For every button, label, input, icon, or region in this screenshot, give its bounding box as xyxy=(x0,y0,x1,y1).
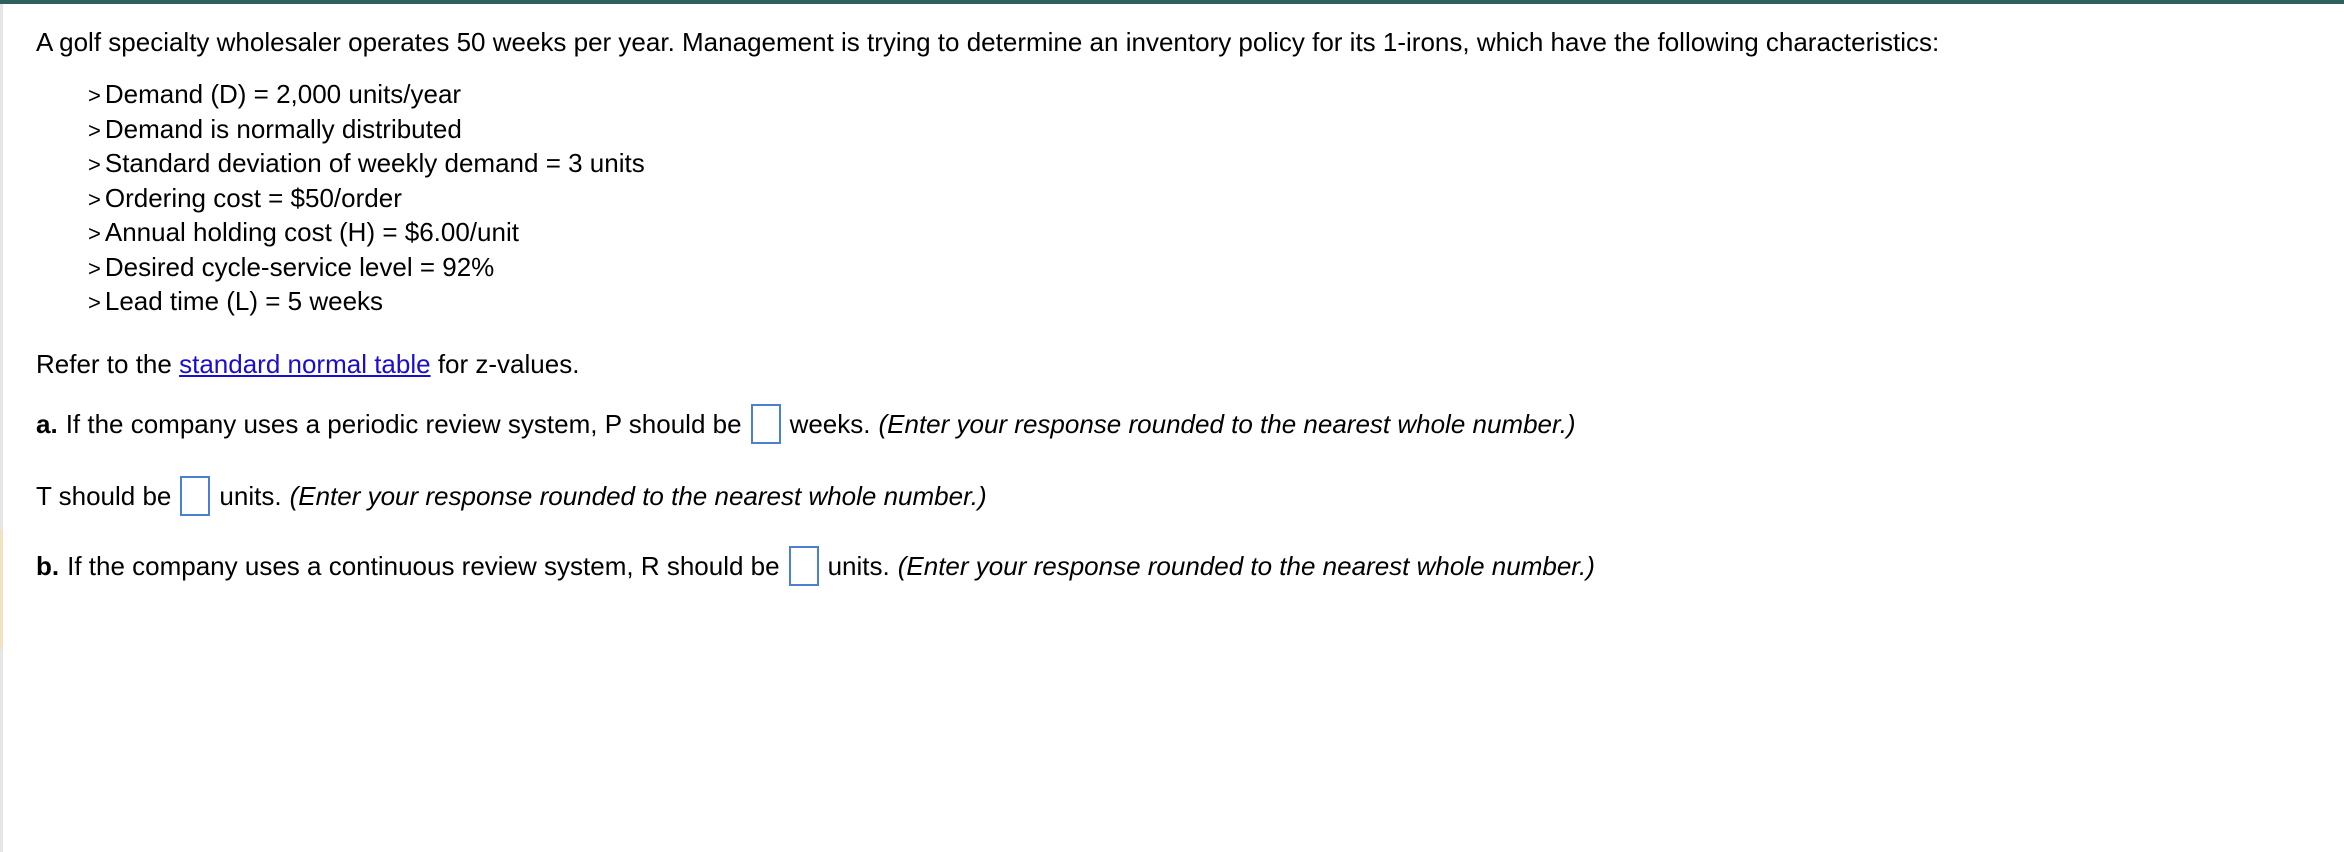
characteristic-demand: Demand (D) = 2,000 units/year xyxy=(104,79,462,109)
question-b-unit: units. xyxy=(827,550,890,581)
refer-suffix: for z-values. xyxy=(437,348,580,379)
question-t-text: T should be xyxy=(36,480,172,511)
question-b-hint: (Enter your response rounded to the nearest whole number.) xyxy=(897,550,1595,581)
question-t xyxy=(36,472,2326,520)
answer-t-input[interactable] xyxy=(180,476,210,516)
question-a-label: a. xyxy=(36,408,58,439)
question-t-unit: units. xyxy=(219,480,282,511)
left-accent-marker xyxy=(0,530,3,650)
list-item xyxy=(88,113,2326,148)
characteristic-distribution: Demand is normally distributed xyxy=(104,113,462,144)
characteristic-ordering-cost: Ordering cost = $50/order xyxy=(104,182,402,213)
characteristic-holding-cost: Annual holding cost (H) = $6.00/unit xyxy=(104,217,519,247)
question-a-unit: weeks. xyxy=(789,408,871,439)
list-item xyxy=(88,78,2326,113)
characteristic-lead-time: Lead time (L) = 5 weeks xyxy=(104,286,384,316)
characteristics-list xyxy=(88,78,2326,320)
question-b-text: If the company uses a continuous review system, R should be xyxy=(67,550,780,581)
bullet-chevron-icon: > xyxy=(88,152,101,177)
list-item xyxy=(88,285,2326,320)
answer-r-input[interactable] xyxy=(789,546,819,586)
question-b-label: b. xyxy=(36,550,60,581)
characteristic-service-level: Desired cycle-service level = 92% xyxy=(104,251,495,282)
answer-p-input[interactable] xyxy=(751,404,781,444)
list-item xyxy=(88,147,2326,182)
list-item xyxy=(88,216,2326,251)
bullet-chevron-icon: > xyxy=(88,290,101,315)
bullet-chevron-icon: > xyxy=(88,186,101,212)
question-a-hint: (Enter your response rounded to the nearest whole number.) xyxy=(878,408,1576,439)
question-a-text: If the company uses a periodic review system, P should be xyxy=(65,408,742,439)
list-item xyxy=(88,182,2326,217)
bullet-chevron-icon: > xyxy=(88,255,101,281)
question-content xyxy=(36,22,2326,590)
refer-note xyxy=(36,344,2326,384)
refer-prefix: Refer to the xyxy=(36,348,172,379)
bullet-chevron-icon: > xyxy=(88,117,101,143)
bullet-chevron-icon: > xyxy=(88,83,101,108)
problem-intro: A golf specialty wholesaler operates 50 weeks per year. Management is trying to determine an inventory policy for its 1-irons, which have the following characteristics: xyxy=(36,27,1940,57)
list-item xyxy=(88,251,2326,286)
question-a xyxy=(36,400,2326,448)
bullet-chevron-icon: > xyxy=(88,221,101,246)
left-border xyxy=(0,4,3,852)
top-accent-bar xyxy=(0,0,2344,4)
question-b xyxy=(36,542,2326,590)
question-t-hint: (Enter your response rounded to the nearest whole number.) xyxy=(289,480,987,511)
characteristic-std-dev: Standard deviation of weekly demand = 3 units xyxy=(104,148,645,178)
standard-normal-table-link[interactable]: standard normal table xyxy=(179,348,431,379)
